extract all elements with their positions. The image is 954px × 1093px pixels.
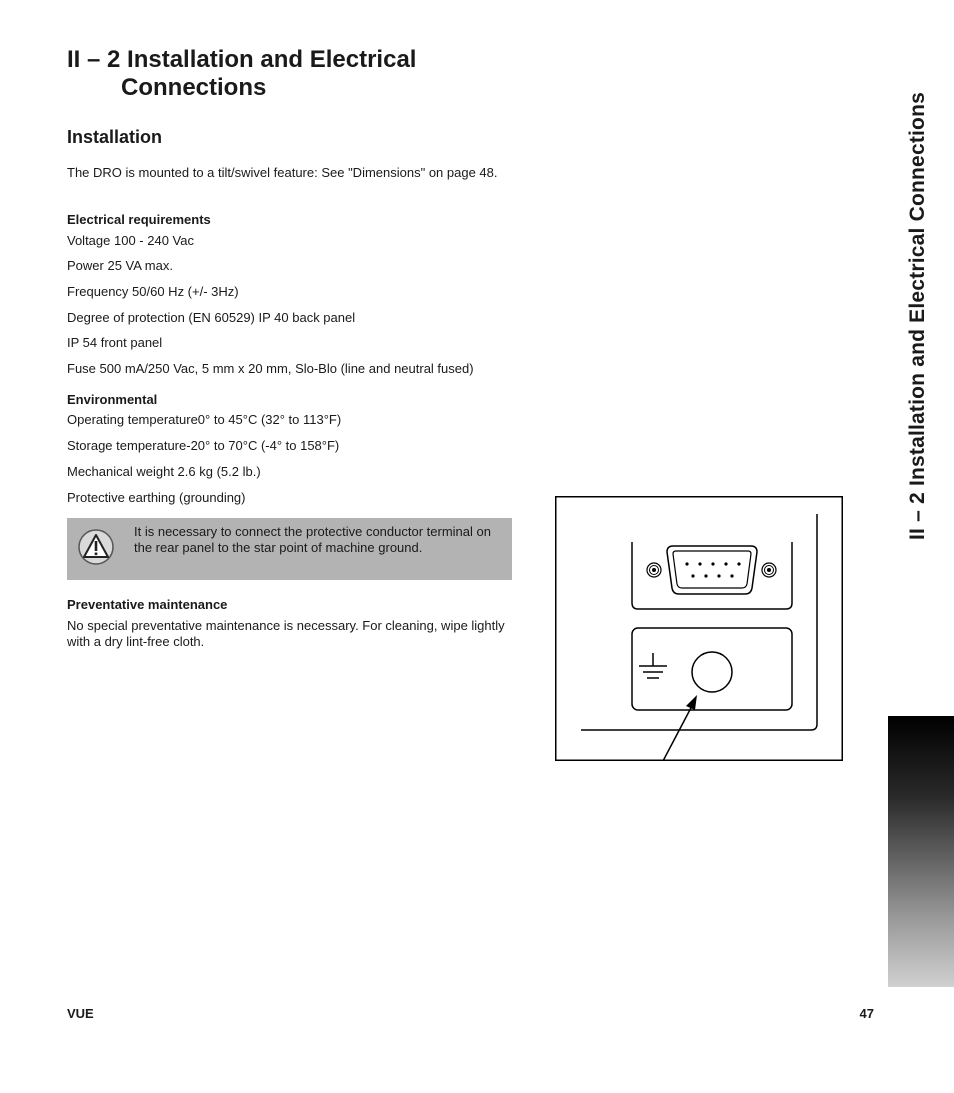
electrical-item-frequency: Frequency 50/60 Hz (+/- 3Hz): [67, 284, 239, 299]
rear-panel-figure: [555, 496, 843, 761]
electrical-heading: Electrical requirements: [67, 212, 211, 227]
maintenance-text: No special preventative maintenance is necessary. For cleaning, wipe lightly with a dry lint-free cloth.: [67, 618, 505, 649]
environmental-item-earthing: Protective earthing (grounding): [67, 490, 246, 505]
warning-text: It is necessary to connect the protective conductor terminal on the rear panel to the star point of machine ground.: [134, 524, 491, 555]
page-title: [67, 46, 527, 102]
electrical-item-voltage: Voltage 100 - 240 Vac: [67, 233, 194, 248]
environmental-heading: Environmental: [67, 392, 158, 407]
page-number: 47: [859, 1006, 874, 1021]
maintenance-heading: Preventative maintenance: [67, 597, 228, 612]
environmental-item-operating-temp: Operating temperature0° to 45°C (32° to 113°F): [67, 412, 342, 427]
electrical-item-protection-back: Degree of protection (EN 60529) IP 40 back panel: [67, 310, 356, 325]
installation-intro: The DRO is mounted to a tilt/swivel feature: See "Dimensions" on page 48.: [67, 165, 498, 180]
electrical-item-protection-front: IP 54 front panel: [67, 335, 163, 350]
warning-note: [67, 518, 512, 580]
connector-screw-right: [762, 563, 776, 577]
environmental-item-weight: Mechanical weight 2.6 kg (5.2 lb.): [67, 464, 261, 479]
chapter-tab-marker: [888, 716, 954, 987]
connector-screw-left: [647, 563, 661, 577]
electrical-item-fuse: Fuse 500 mA/250 Vac, 5 mm x 20 mm, Slo-Blo (line and neutral fused): [67, 361, 474, 376]
warning-triangle-icon: [77, 528, 115, 566]
electrical-item-power: Power 25 VA max.: [67, 258, 173, 273]
chapter-side-title-text: II – 2 Installation and Electrical Connections: [906, 92, 929, 540]
page-title-line1: II – 2 Installation and Electrical: [67, 46, 417, 73]
page-title-line2: Connections: [121, 74, 267, 101]
installation-heading: Installation: [67, 127, 163, 147]
footer-product-name: VUE: [67, 1006, 94, 1021]
environmental-item-storage-temp: Storage temperature-20° to 70°C (-4° to 158°F): [67, 438, 340, 453]
